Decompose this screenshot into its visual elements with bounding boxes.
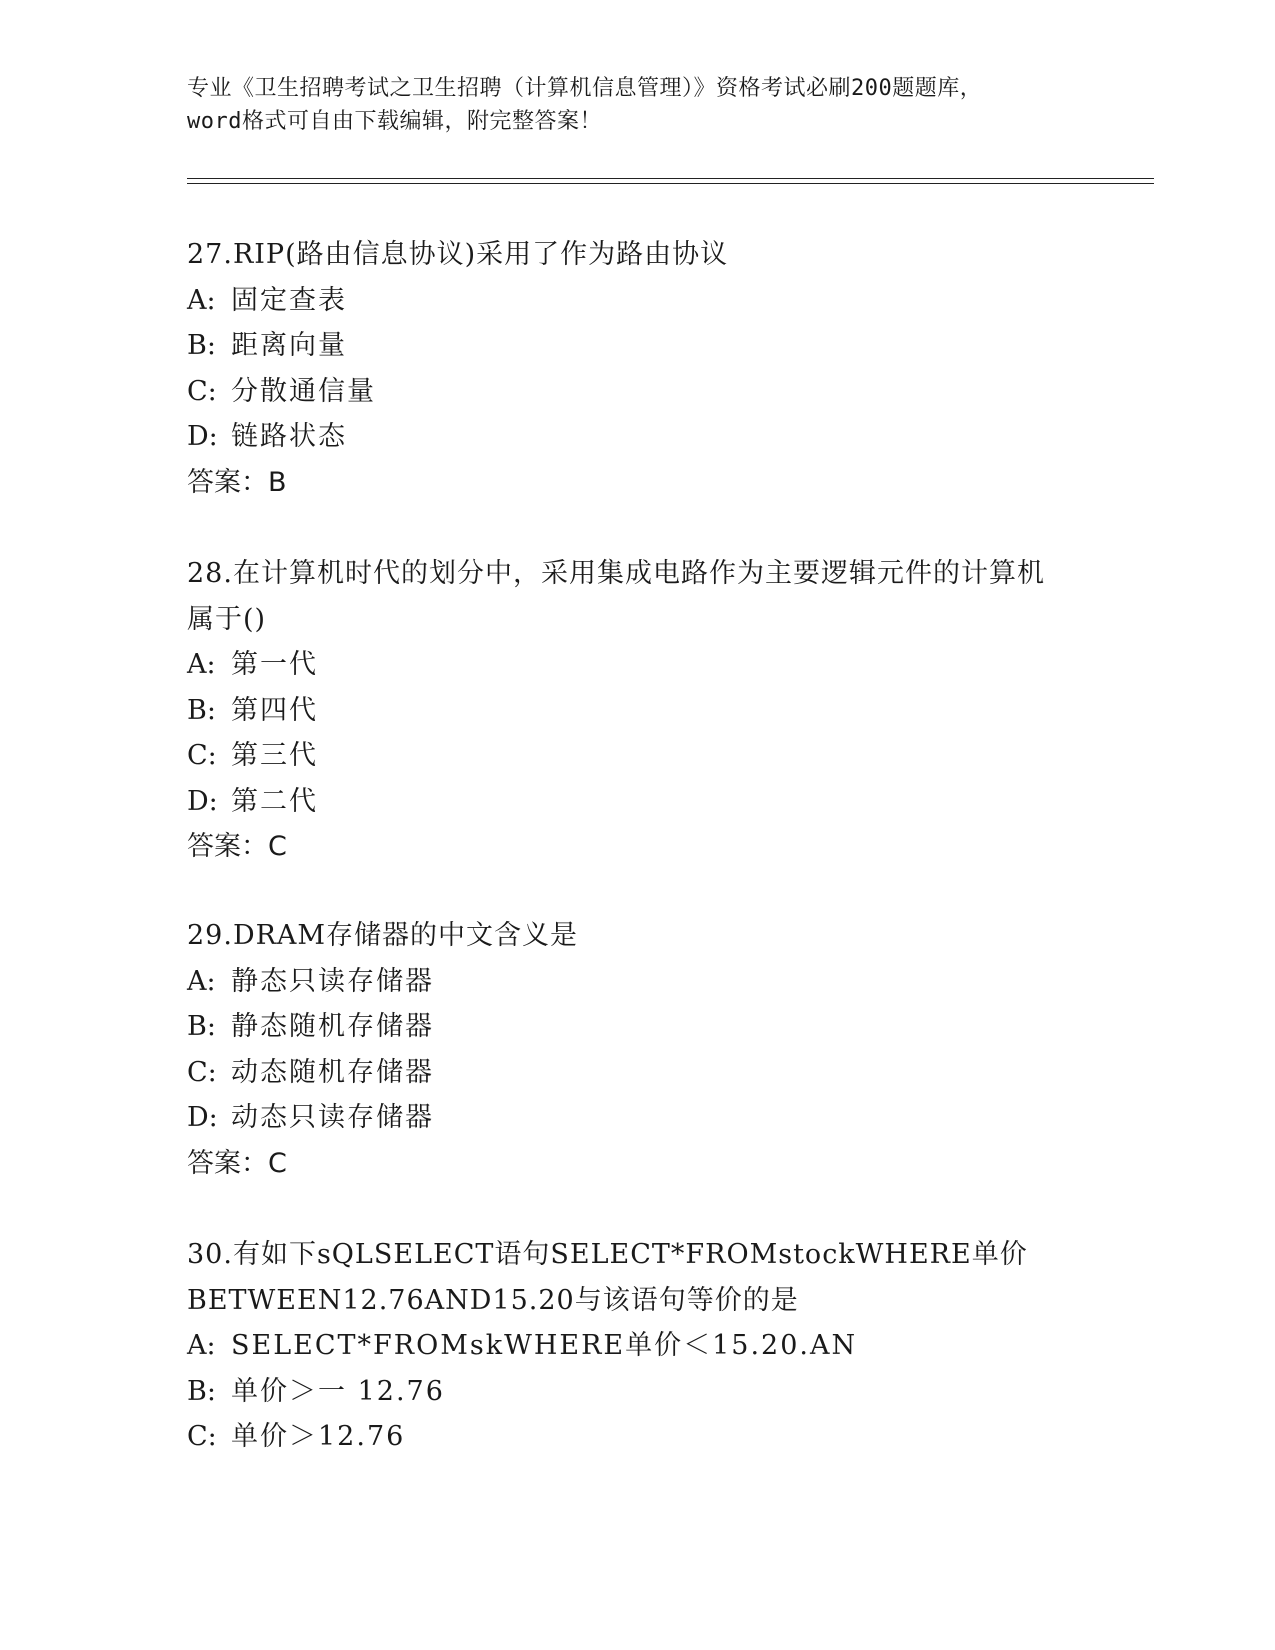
option-c [187,369,1087,415]
option-text: 动态只读存储器 [231,1102,434,1133]
option-text: 静态只读存储器 [231,965,434,997]
question-stem-continued: BETWEEN12.76AND15.20与该语句等价的是 [187,1284,799,1316]
question-30 [187,1232,1087,1460]
header-divider-top [187,178,1154,179]
option-label: B: [187,694,216,726]
option-text: 分散通信量 [231,375,376,407]
option-text: 动态随机存储器 [231,1056,434,1088]
answer-line: 答案：C [187,1147,287,1179]
option-c [187,1050,1087,1096]
option-text: 第二代 [231,785,318,817]
option-label: D: [187,1102,218,1133]
option-d [187,1095,1087,1141]
option-label: D: [187,421,218,452]
option-text: 固定查表 [231,284,347,316]
option-a [187,1323,1087,1369]
option-label: B: [187,1375,216,1407]
option-label: A: [187,284,216,316]
question-stem: 29.DRAM存储器的中文含义是 [187,920,579,951]
option-c [187,1414,1087,1460]
option-label: C: [187,1421,217,1452]
option-b [187,688,1087,734]
option-text: 第一代 [231,649,318,680]
answer-line: 答案：C [187,831,287,862]
option-a [187,642,1087,688]
option-text: 静态随机存储器 [231,1011,434,1042]
option-text: 距离向量 [231,330,347,361]
option-label: D: [187,785,218,817]
option-text: 链路状态 [231,421,347,452]
question-stem-continued: 属于() [187,603,267,635]
document-header [187,72,1087,138]
header-line-2: word格式可自由下载编辑，附完整答案！ [187,109,602,134]
option-b [187,1369,1087,1415]
option-label: C: [187,375,217,407]
header-line-1: 专业《卫生招聘考试之卫生招聘（计算机信息管理）》资格考试必刷200题题库， [187,76,983,101]
option-a [187,278,1087,324]
answer-line: 答案：B [187,466,287,498]
option-a [187,959,1087,1005]
question-29 [187,913,1087,1186]
question-stem: 30.有如下sQLSELECT语句SELECT*FROMstockWHERE单价 [187,1239,1028,1270]
option-text: 单价＞一 12.76 [231,1375,445,1407]
question-stem: 28.在计算机时代的划分中，采用集成电路作为主要逻辑元件的计算机 [187,558,1045,589]
option-text: 第三代 [231,740,318,771]
question-27 [187,232,1087,505]
option-b [187,1004,1087,1050]
option-d [187,779,1087,825]
option-d [187,414,1087,460]
option-text: 单价＞12.76 [231,1421,406,1452]
option-label: A: [187,1330,216,1361]
option-label: A: [187,649,216,680]
option-b [187,323,1087,369]
option-label: C: [187,1056,217,1088]
option-text: SELECT*FROMskWHERE单价＜15.20.AN [231,1330,858,1361]
option-label: A: [187,965,216,997]
option-label: B: [187,330,216,361]
option-label: C: [187,740,217,771]
option-text: 第四代 [231,694,318,726]
question-28 [187,551,1087,870]
option-label: B: [187,1011,216,1042]
question-stem: 27.RIP(路由信息协议)采用了作为路由协议 [187,239,729,270]
option-c [187,733,1087,779]
header-divider-bottom [187,183,1154,184]
